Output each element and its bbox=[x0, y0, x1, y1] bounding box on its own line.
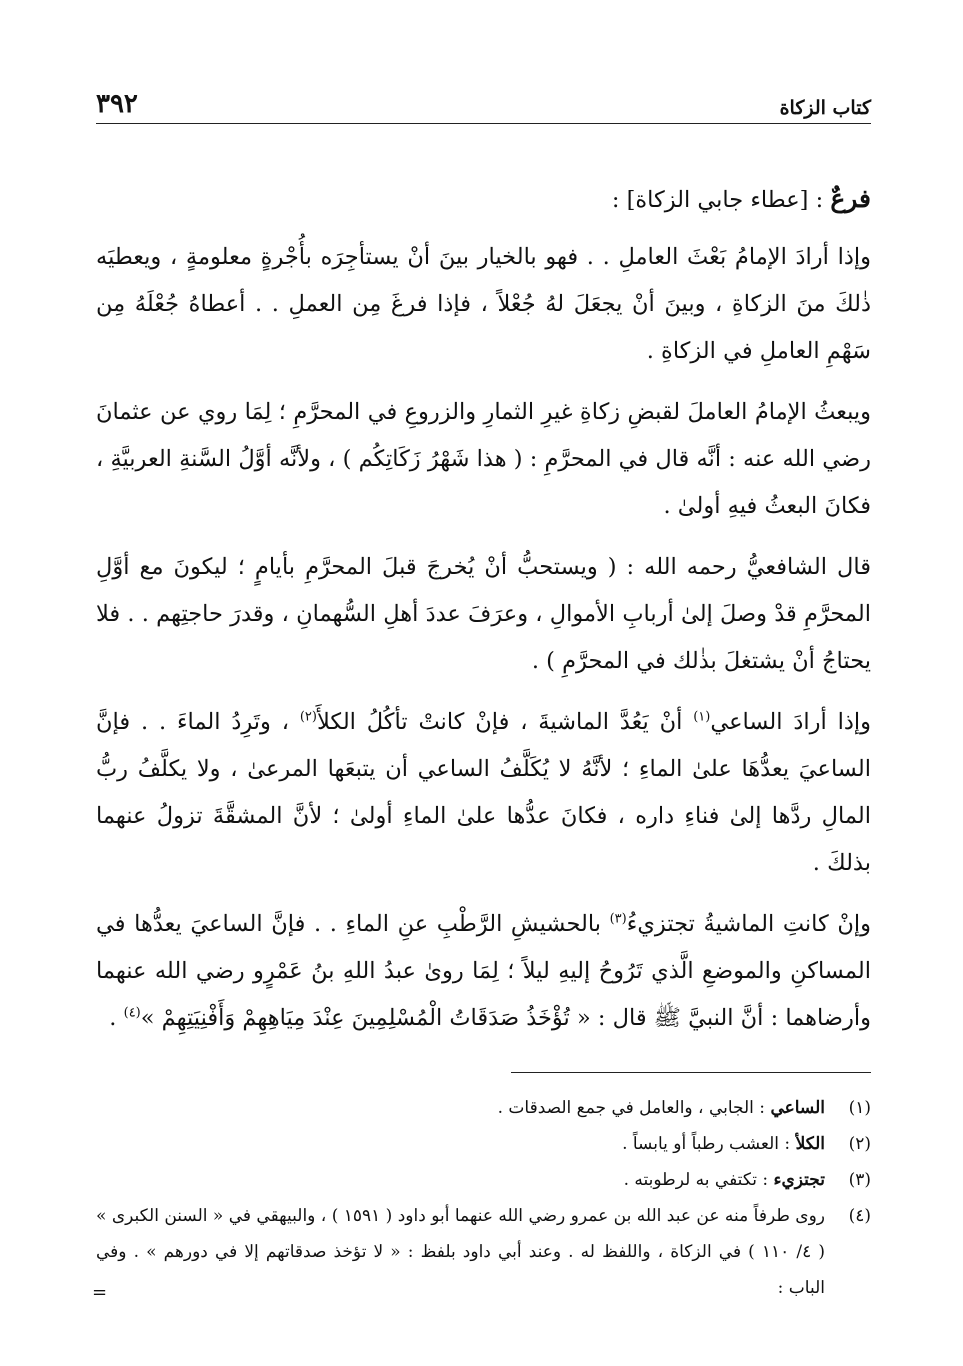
footnote bbox=[96, 1198, 871, 1306]
paragraph-text: ويبعثُ الإمامُ العاملَ لقبضِ زكاةِ غيرِ الثمارِ والزروعِ في المحرَّمِ ؛ لِمَا روي عن عثمانَ رضي الله عنه : أنَّه قال في المحرَّمِ : ( هذا شَهْرُ زَكَاتِكُم ) ، ولأنَّه أوَّلُ السَّنةِ العربيَّةِ ، فكانَ البعثُ فيهِ أولىٰ . bbox=[96, 399, 871, 519]
footnote-number: (١) bbox=[848, 1098, 871, 1118]
paragraph-text: وإذا أرادَ الساعي bbox=[710, 709, 871, 735]
footnote-ref[interactable]: (٤) bbox=[123, 1005, 141, 1021]
paragraph bbox=[96, 389, 871, 530]
footnote-body: : الجابي ، والعامل في جمع الصدقات . bbox=[497, 1098, 771, 1118]
footnote bbox=[96, 1126, 871, 1162]
footnote-ref[interactable]: (٢) bbox=[299, 709, 317, 725]
footnote-body: روى طرفاً منه عن عبد الله بن عمرو رضي الله عنهما أبو داود ( ١٥٩١ ) ، والبيهقي في « السنن الكبرى » ( ٤/ ١١٠ ) في الزكاة ، واللفظ له . وعند أبي داود بلفظ : « لا تؤخذ صدقاتهم إلا في دورهم » . وفي الباب : bbox=[96, 1206, 825, 1298]
footnote-body: : العشب رطباً أو يابساً . bbox=[622, 1134, 796, 1154]
continuation-mark: = bbox=[92, 1282, 108, 1303]
footnote bbox=[96, 1090, 871, 1126]
book-title: كتاب الزكاة bbox=[779, 97, 871, 119]
section-heading bbox=[96, 175, 871, 224]
paragraph-text: أنْ يَعُدَّ الماشيةَ ، فإنْ كانتْ تأكُلُ الكلأَ bbox=[316, 709, 694, 735]
footnote-term: تجتزيء bbox=[773, 1170, 825, 1190]
page-number: ٣٩٢ bbox=[96, 89, 138, 119]
footnote-ref[interactable]: (٣) bbox=[609, 911, 627, 927]
footnote-ref[interactable]: (١) bbox=[693, 709, 711, 725]
footnote-number: (٢) bbox=[848, 1134, 871, 1154]
footnote-divider bbox=[511, 1072, 871, 1073]
paragraph-text: بالحشيشِ الرَّطْبِ عنِ الماءِ . . فإنَّ الساعيَ يعدُّها في المساكنِ والموضعِ الَّذي تَرُوحُ إليهِ ليلاً ؛ لِمَا روىٰ عبدُ اللهِ بنُ عَمْرٍو رضي الله عنهما وأرضاهما : أنَّ النبيَّ ﷺ قال : « تُؤْخَذُ صَدَقَاتُ الْمُسْلِمِينَ عِنْدَ مِيَاهِهِمْ وَأَفْنِيَتِهِمْ » bbox=[96, 911, 871, 1031]
footnote-term: الكلأ bbox=[795, 1134, 825, 1154]
footnote-body: : تكتفي به لرطوبته . bbox=[623, 1170, 774, 1190]
paragraph bbox=[96, 544, 871, 685]
paragraph-text: . bbox=[109, 1005, 124, 1031]
running-header bbox=[96, 84, 871, 124]
footnotes bbox=[96, 1090, 871, 1306]
footnote-term: الساعي bbox=[770, 1098, 825, 1118]
footnote bbox=[96, 1162, 871, 1198]
paragraph bbox=[96, 901, 871, 1042]
section-title: : [عطاء جابي الزكاة] : bbox=[611, 187, 831, 213]
footnote-number: (٤) bbox=[848, 1206, 871, 1226]
footnote-text bbox=[96, 1198, 825, 1306]
footnote-text bbox=[96, 1126, 825, 1162]
section-label: فرعٌ bbox=[830, 184, 871, 213]
footnote-number: (٣) bbox=[848, 1170, 871, 1190]
paragraph-text: قال الشافعيُّ رحمه الله : ( ويستحبُّ أنْ يُخرجَ قبلَ المحرَّمِ بأيامٍ ؛ ليكونَ مع أوَّلِ المحرَّمِ قدْ وصلَ إلىٰ أربابِ الأموالِ ، وعرَفَ عددَ أهلِ السُّهمانِ ، وقدرَ حاجتِهم . . فلا يحتاجُ أنْ يشتغلَ بذٰلك في المحرَّمِ ) . bbox=[96, 554, 871, 674]
footnote-text bbox=[96, 1162, 825, 1198]
paragraph-text: ، وتَرِدُ الماءَ . . فإنَّ الساعيَ يعدُّهَا علىٰ الماءِ ؛ لأنَّهُ لا يُكَلَّفُ الساعي أن يتبعَها المرعىٰ ، ولا يكلَّفُ ربُّ المالِ ردَّها إلىٰ فناءِ داره ، فكانَ عدُّها علىٰ الماءِ أولىٰ ؛ لأنَّ المشقَّةَ تزولُ عنهما بذلكَ . bbox=[96, 709, 871, 876]
footnote-text bbox=[96, 1090, 825, 1126]
paragraph-text: وإنْ كانتِ الماشيةُ تجتزيءُ bbox=[626, 911, 871, 937]
paragraph bbox=[96, 699, 871, 887]
paragraph-text: وإذا أرادَ الإمامُ بَعْثَ العاملِ . . فهو بالخيار بينَ أنْ يستأجِرَه بأُجْرةٍ معلومةٍ ، ويعطيَه ذٰلكَ منَ الزكاةِ ، وبينَ أنْ يجعَلَ لهُ جُعْلاً ، فإذا فرغَ مِن العملِ . . أعطاهُ جُعْلَهُ مِن سَهْمِ العاملِ في الزكاةِ . bbox=[96, 244, 871, 364]
main-text bbox=[96, 175, 871, 1056]
paragraph bbox=[96, 234, 871, 375]
